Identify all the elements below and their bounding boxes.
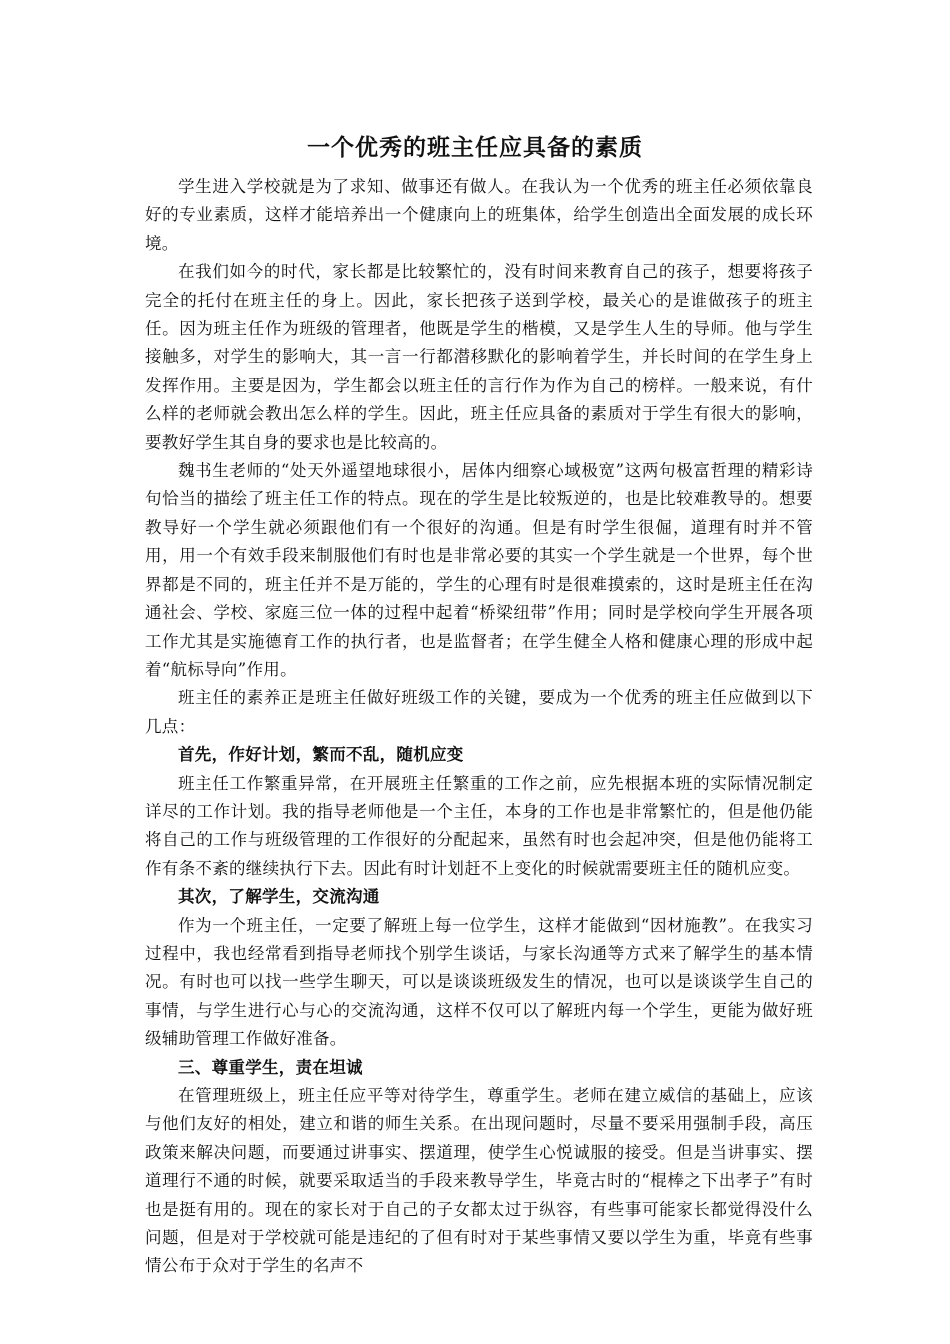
section-heading-plan: 首先，作好计划，繁而不乱，随机应变 (178, 745, 464, 765)
paragraph-wei-shusheng: 魏书生老师的“处天外遥望地球很小，居体内细察心域极宽”这两句极富哲理的精彩诗句恰当的描绘了班主任工作的特点。现在的学生是比较叛逆的，也是比较难教导的。想要教导好一个学生就必须跟他们有一个很好的沟通。但是有时学生很倔，道理有时并不管用，用一个有效手段来制服他们有时也是非常必要的其实一个学生就是一个世界，每个世界都是不同的，班主任并不是万能的，学生的心理有时是很难摸索的，这时是班主任在沟通社会、学校、家庭三位一体的过程中起着“桥梁纽带”作用；同时是学校向学生开展各项工作尤其是实施德育工作的执行者，也是监督者；在学生健全人格和健康心理的形成中起着“航标导向”作用。 (145, 461, 813, 679)
document-title: 一个优秀的班主任应具备的素质 (307, 134, 643, 161)
paragraph-plan: 班主任工作繁重异常，在开展班主任繁重的工作之前，应先根据本班的实际情况制定详尽的工作计划。我的指导老师他是一个主任，本身的工作也是非常繁忙的，但是他仍能将自己的工作与班级管理的工作很好的分配起来，虽然有时也会起冲突，但是他仍能将工作有条不紊的继续执行下去。因此有时计划赶不上变化的时候就需要班主任的随机应变。 (145, 773, 813, 878)
section-heading-understand: 其次，了解学生，交流沟通 (178, 887, 380, 907)
paragraph-parents: 在我们如今的时代，家长都是比较繁忙的，没有时间来教育自己的孩子，想要将孩子完全的托付在班主任的身上。因此，家长把孩子送到学校，最关心的是谁做孩子的班主任。因为班主任作为班级的管理者，他既是学生的楷模，又是学生人生的导师。他与学生接触多，对学生的影响大，其一言一行都潜移默化的影响着学生，并长时间的在学生身上发挥作用。主要是因为，学生都会以班主任的言行作为作为自己的榜样。一般来说，有什么样的老师就会教出怎么样的学生。因此，班主任应具备的素质对于学生有很大的影响，要教好学生其自身的要求也是比较高的。 (145, 262, 813, 452)
paragraph-intro: 学生进入学校就是为了求知、做事还有做人。在我认为一个优秀的班主任必须依靠良好的专业素质，这样才能培养出一个健康向上的班集体，给学生创造出全面发展的成长环境。 (145, 177, 813, 253)
document-body (145, 173, 813, 1281)
section-heading-respect: 三、尊重学生，责在坦诚 (178, 1057, 363, 1077)
paragraph-respect: 在管理班级上，班主任应平等对待学生，尊重学生。老师在建立威信的基础上，应该与他们友好的相处，建立和谐的师生关系。在出现问题时，尽量不要采用强制手段，高压政策来解决问题，而要通过讲事实、摆道理，使学生心悦诚服的接受。但是当讲事实、摆道理行不通的时候，就要采取适当的手段来教导学生，毕竟古时的“棍棒之下出孝子”有时也是挺有用的。现在的家长对于自己的子女都太过于纵容，有些事可能家长都觉得没什么问题，但是对于学校就可能是违纪的了但有时对于某些事情又要以学生为重，毕竟有些事情公布于众对于学生的名声不 (145, 1086, 813, 1276)
paragraph-key-points: 班主任的素养正是班主任做好班级工作的关键，要成为一个优秀的班主任应做到以下几点： (145, 688, 813, 736)
paragraph-understand: 作为一个班主任，一定要了解班上每一位学生，这样才能做到“因材施教”。在我实习过程中，我也经常看到指导老师找个别学生谈话，与家长沟通等方式来了解学生的基本情况。有时也可以找一些学生聊天，可以是谈谈班级发生的情况，也可以是谈谈学生自己的事情，与学生进行心与心的交流沟通，这样不仅可以了解班内每一个学生，更能为做好班级辅助管理工作做好准备。 (145, 915, 813, 1049)
